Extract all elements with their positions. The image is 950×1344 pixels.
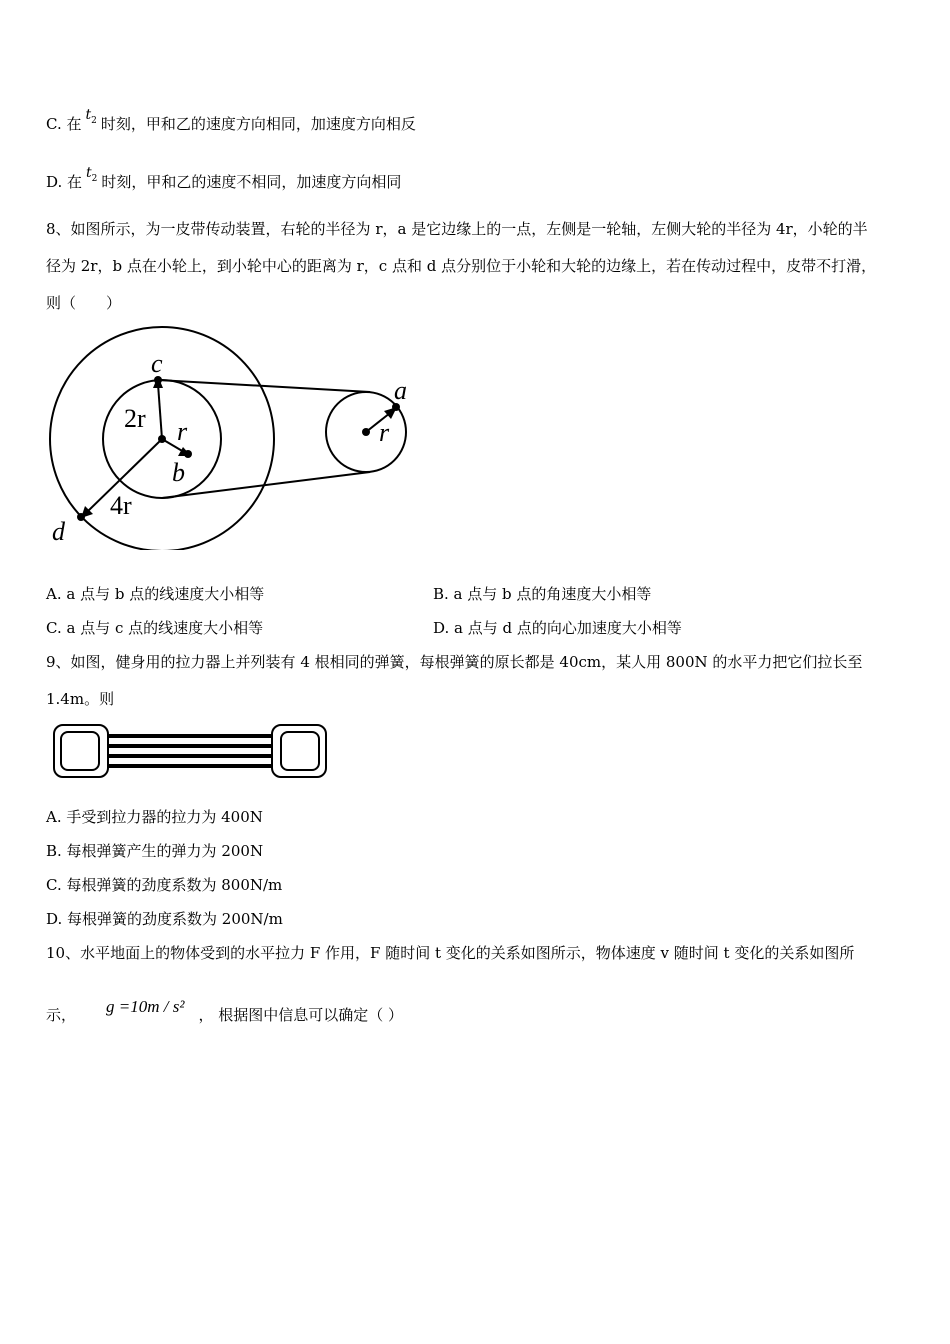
q7-option-d: [46, 165, 402, 199]
q10-line2-prefix: 示，: [46, 1006, 77, 1024]
belt-drive-figure: [40, 320, 420, 550]
q8-stem-line3: 则（ ）: [46, 294, 122, 312]
q8-option-d: D. a 点与 d 点的向心加速度大小相等: [433, 619, 682, 637]
label-a: a: [394, 376, 407, 405]
q7-option-c-var: $t_2$: [85, 107, 97, 126]
q8-stem-line2: 径为 2r，b 点在小轮上，到小轮中心的距离为 r，c 点和 d 点分别位于小轮和大轮的边缘上，若在传动过程中，皮带不打滑，: [46, 257, 877, 275]
q7-option-d-prefix: D. 在: [46, 173, 83, 191]
q8-option-a: A. a 点与 b 点的线速度大小相等: [46, 585, 265, 603]
q8-option-c: C. a 点与 c 点的线速度大小相等: [46, 619, 264, 637]
q8-stem-line1: 8、如图所示，为一皮带传动装置，右轮的半径为 r，a 是它边缘上的一点，左侧是一轮轴，左侧大轮的半径为 4r，小轮的半: [46, 220, 868, 238]
q9-stem-line1: 9、如图，健身用的拉力器上并列装有 4 根相同的弹簧，每根弹簧的原长都是 40cm，某人用 800N 的水平力把它们拉长至: [46, 653, 863, 671]
q9-option-d: D. 每根弹簧的劲度系数为 200N/m: [46, 910, 283, 928]
label-2r: 2r: [124, 404, 146, 433]
label-r-left: r: [177, 417, 188, 446]
q7-option-c-prefix: C. 在: [46, 115, 82, 133]
label-4r: 4r: [110, 491, 132, 520]
center-right: [362, 428, 370, 436]
q8-option-b: B. a 点与 b 点的角速度大小相等: [433, 585, 652, 603]
point-b: [184, 450, 192, 458]
q7-option-c-suffix: 时刻，甲和乙的速度方向相同，加速度方向相反: [100, 115, 416, 133]
spring-expander-figure: [52, 722, 328, 782]
spring-4: [108, 764, 272, 768]
q7-option-d-var: $t_2$: [86, 165, 98, 184]
gravity-formula: g =10m / s²: [106, 997, 185, 1016]
label-r-right: r: [379, 418, 390, 447]
belt-bottom: [162, 472, 370, 498]
label-c: c: [151, 349, 163, 378]
q9-option-b: B. 每根弹簧产生的弹力为 200N: [46, 842, 264, 860]
label-b: b: [172, 458, 185, 487]
center-left: [158, 435, 166, 443]
q7-option-d-suffix: 时刻，甲和乙的速度不相同，加速度方向相同: [101, 173, 402, 191]
spring-3: [108, 754, 272, 758]
q10-stem-line2: [46, 997, 403, 1025]
radius-2r-arrow: [158, 384, 162, 439]
q10-line2-suffix: ， 根据图中信息可以确定（ ）: [198, 1006, 403, 1024]
label-d: d: [52, 517, 65, 546]
q7-option-c: [46, 107, 416, 141]
q9-option-a: A. 手受到拉力器的拉力为 400N: [46, 808, 263, 826]
spring-2: [108, 744, 272, 748]
point-d: [77, 513, 85, 521]
q9-stem-line2: 1.4m。则: [46, 690, 115, 708]
q9-option-c: C. 每根弹簧的劲度系数为 800N/m: [46, 876, 283, 894]
left-handle-inner: [61, 732, 99, 770]
spring-1: [108, 734, 272, 738]
right-handle-inner: [281, 732, 319, 770]
q10-stem-line1: 10、水平地面上的物体受到的水平拉力 F 作用，F 随时间 t 变化的关系如图所示，物体速度 v 随时间 t 变化的关系如图所: [46, 944, 855, 962]
